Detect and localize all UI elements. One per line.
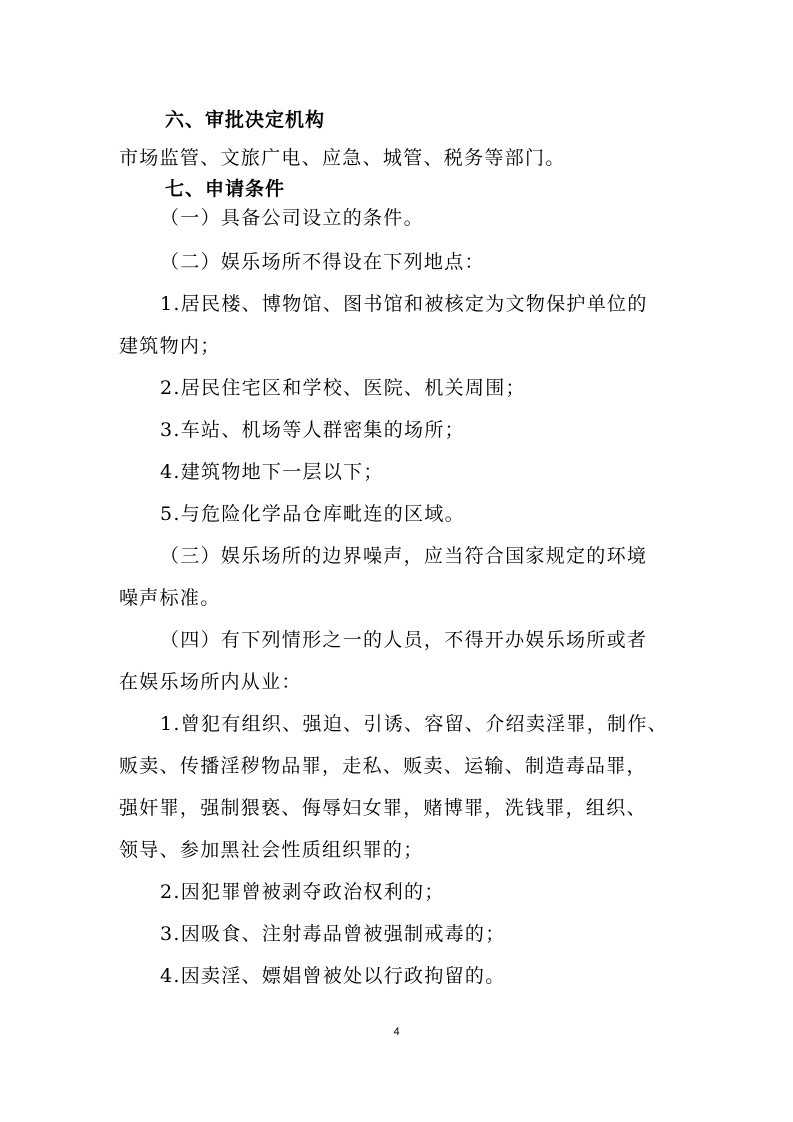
condition-2-item: 建筑物内； [119,335,221,357]
condition-4-item: 强奸罪，强制猥亵、侮辱妇女罪，赌博罪，洗钱罪，组织、 [119,797,647,819]
condition-1: （一）具备公司设立的条件。 [160,207,424,229]
section-six-body: 市场监管、文旅广电、应急、城管、税务等部门。 [119,147,566,169]
condition-3: （三）娱乐场所的边界噪声，应当符合国家规定的环境 [160,545,648,567]
condition-2-item: 5.与危险化学品仓库毗连的区域。 [160,503,465,525]
condition-2-item: 2.居民住宅区和学校、医院、机关周围； [160,377,526,399]
page-number: 4 [393,1026,400,1038]
condition-2-item: 4.建筑物地下一层以下； [160,461,384,483]
condition-4-item: 4.因卖淫、嫖娼曾被处以行政拘留的。 [160,965,506,987]
condition-3-continued: 噪声标准。 [119,587,221,609]
condition-4: （四）有下列情形之一的人员，不得开办娱乐场所或者 [160,629,648,651]
condition-4-item: 2.因犯罪曾被剥夺政治权利的； [160,881,445,903]
condition-4-continued: 在娱乐场所内从业： [119,671,302,693]
condition-4-item: 领导、参加黑社会性质组织罪的； [119,839,424,861]
condition-2-item: 3.车站、机场等人群密集的场所； [160,419,465,441]
condition-2: （二）娱乐场所不得设在下列地点： [160,251,485,273]
condition-4-item: 3.因吸食、注射毒品曾被强制戒毒的； [160,923,506,945]
condition-4-item: 1.曾犯有组织、强迫、引诱、容留、介绍卖淫罪，制作、 [160,713,668,735]
condition-4-item: 贩卖、传播淫秽物品罪，走私、贩卖、运输、制造毒品罪， [119,755,647,777]
section-seven-title: 七、申请条件 [165,178,286,200]
condition-2-item: 1.居民楼、博物馆、图书馆和被核定为文物保护单位的 [160,293,648,315]
section-six-title: 六、审批决定机构 [165,109,326,131]
